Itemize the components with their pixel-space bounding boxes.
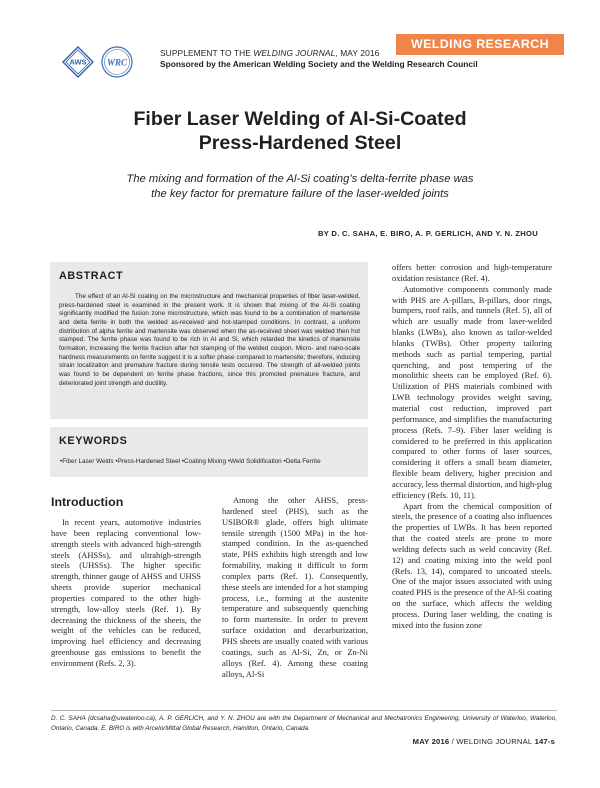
footer-separator: / [449, 737, 457, 746]
keyword-item: • Coating Mixing [182, 458, 226, 465]
sponsored-line: Sponsored by the American Welding Society and the Welding Research Council [160, 59, 478, 69]
keyword-item: • Press-Hardened Steel [115, 458, 180, 465]
body-paragraph: Apart from the chemical composition of steels, the presence of a coating also influences the properties of LWBs. It has been reported that the coated steels are prone to more welding defects such as weld concavity (Ref. 12) and coating mixing into the weld pool (Refs. 13, 14), compared to uncoated steels. One of the major issues associated with using coated PHS is the presence of the Al-Si coating on the surface, which affects the welding process. During laser welding, the coating is mixed into the fusion zone [392, 500, 552, 630]
body-column-2 [222, 495, 368, 679]
abstract-text: The effect of an Al-Si coating on the microstructure and mechanical properties of fiber laser-welded, press-hardened steel is examined in the present work. It is shown that mixing of the Al-Si coating significantly modified the fusion zone microstructure, which was found to be a combination of martensite and delta ferrite in both the welded as-received and hot-stamped conditions. In contrast, a uniform distribution of alpha ferrite and martensite was observed when the as-received sheet was welded then hot stamped. The ferrite phase was found to be rich in Al and Si, which retarded the kinetics of martensite formation, increasing the ferrite fraction after hot stamping of the welded coupon. Micro- and nano-scale hardness measurements on ferrite suggest it is a softer phase compared to martensite; therefore, inducing strain localization and premature fracture during tensile tests occurred. The strength of all-welded joints was found to be dependent on ferrite phase fractions, since this promoted premature fracture, and deteriorated joint strength and ductility. [59, 293, 360, 387]
title-line-2: Press-Hardened Steel [198, 132, 402, 154]
article-subtitle [100, 172, 500, 202]
body-paragraph: offers better corrosion and high-temperature oxidation resistance (Ref. 4). [392, 262, 552, 283]
keyword-item: • Fiber Laser Welds [60, 458, 114, 465]
footer-date: MAY 2016 [412, 737, 450, 746]
body-paragraph: Automotive components commonly made with PHS are A-pillars, B-pillars, door rings, bumpers, roof rails, and tunnels (Ref. 5), all of which are usually made from laser-welded blanks (LWBs), also known as tailor-welded blanks (TWBs). Other property tailoring methods such as partial tempering, partial quenching, and post tempering of the monolithic sheets can be employed (Ref. 6). Utilization of PHS materials combined with LWB technology provides weight saving, material cost reduction, improved part performance, and simplifies the manufacturing process (Refs. 7–9). Fiber laser welding is considered to be preferred in this application compared to other forms of laser sources, considering it offers a small beam diameter, flexible beam delivery, higher precision and accuracy, less thermal distortion, and high-plug efficiency (Refs. 10, 11). [392, 283, 552, 500]
keywords-list [60, 457, 360, 466]
subtitle-line-1: The mixing and formation of the Al-Si coating’s delta-ferrite phase was [126, 173, 474, 185]
body-column-3 [392, 262, 552, 631]
keywords-heading: KEYWORDS [59, 435, 128, 447]
article-title [90, 107, 510, 155]
section-banner: WELDING RESEARCH [396, 34, 564, 55]
footer-journal: WELDING JOURNAL [456, 737, 533, 746]
wrc-logo [100, 46, 134, 78]
introduction-heading: Introduction [51, 495, 124, 509]
subtitle-line-2: the key factor for premature failure of the laser-welded joints [151, 188, 449, 200]
abstract-heading: ABSTRACT [59, 270, 124, 282]
keyword-item: • Delta Ferrite [283, 458, 320, 465]
aws-logo [62, 46, 94, 78]
supplement-date: , MAY 2016 [335, 48, 380, 58]
body-paragraph: Among the other AHSS, press-hardened steel (PHS), such as the USIBOR® glade, offers high ultimate tensile strength (1500 MPa) in the hot-stamped condition. In the as-quenched state, PHS exhibits high strength and low formability, making it difficult to form complex parts (Ref. 1). Consequently, these steels are intended for a hot stamping process, i.e., forming at the austenite temperature and subsequently quenching to form martensite. In order to prevent surface oxidation and decarburization, PHS sheets are usually coated with various coatings, such as Al-Si, Zn, or Zn-Ni alloys (Ref. 4). Among these coating alloys, Al-Si [222, 495, 368, 679]
author-byline: BY D. C. SAHA, E. BIRO, A. P. GERLICH, AND Y. N. ZHOU [318, 229, 538, 238]
supplement-prefix: SUPPLEMENT TO THE [160, 48, 254, 58]
footnote-divider [51, 710, 557, 711]
aws-logo-text: AWS [69, 57, 87, 67]
title-line-1: Fiber Laser Welding of Al-Si-Coated [133, 108, 467, 130]
page-number: 147-s [532, 737, 555, 746]
body-column-1 [51, 517, 201, 669]
author-affiliations: D. C. SAHA (dcsaha@uwaterloo.ca), A. P. GERLICH, and Y. N. ZHOU are with the Department of Mechanical and Mechatronics Engineering, University of Waterloo, Waterloo, Ontario, Canada. E. BIRO is with ArcelorMittal Global Research, Hamilton, Ontario, Canada. [51, 715, 557, 732]
keyword-item: • Weld Solidification [228, 458, 282, 465]
supplement-line [160, 48, 379, 58]
abstract-box [50, 262, 368, 419]
keywords-box [50, 427, 368, 477]
page-footer [413, 737, 555, 746]
supplement-journal: WELDING JOURNAL [253, 48, 336, 58]
body-paragraph: In recent years, automotive industries have been replacing conventional low-strength steels with advanced high-strength steels (AHSSs), and ultrahigh-strength steels (UHSSs). The higher specific strength, thinner gauge of AHSS and UHSS sheets provide superior mechanical properties compared to the other high-strength, low-alloy steels (Ref. 1). By decreasing the thickness of the sheets, the weight of the vehicles can be reduced, improving fuel efficiency and decreasing greenhouse gas emissions to benefit the environment (Refs. 2, 3). [51, 517, 201, 668]
wrc-logo-text: WRC [106, 57, 128, 68]
